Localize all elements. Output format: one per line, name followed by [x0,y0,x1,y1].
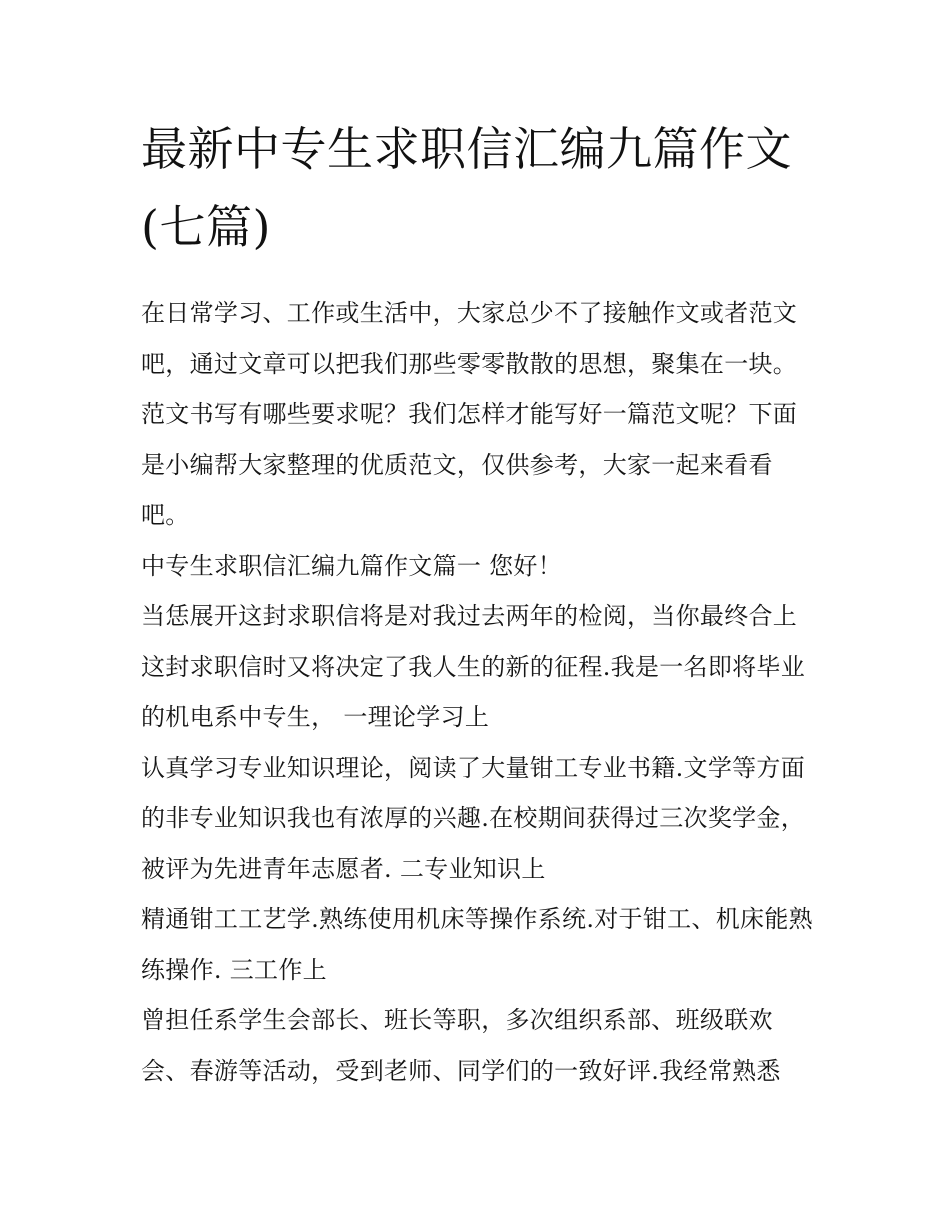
document-body [141,110,821,1096]
body-paragraph: 曾担任系学生会部长、班长等职，多次组织系部、班级联欢会、春游等活动，受到老师、同学们的一致好评.我经常熟悉 [141,1006,781,1085]
intro-paragraph: 在日常学习、工作或生活中，大家总少不了接触作文或者范文吧，通过文章可以把我们那些零零散散的思想，聚集在一块。范文书写有哪些要求呢？我们怎样才能写好一篇范文呢？下面是小编帮大家整理的优质范文，仅供参考，大家一起来看看吧。 [141,299,798,529]
body-paragraph: 精通钳工工艺学.熟练使用机床等操作系统.对于钳工、机床能熟练操作. 三工作上 [141,905,813,984]
body-paragraph: 认真学习专业知识理论，阅读了大量钳工专业书籍.文学等方面的非专业知识我也有浓厚的兴趣.在校期间获得过三次奖学金，被评为先进青年志愿者. 二专业知识上 [141,753,806,883]
section-heading-paragraph: 中专生求职信汇编九篇作文篇一 您好！ [141,551,563,580]
document-title: 最新中专生求职信汇编九篇作文(七篇) [141,122,792,254]
body-paragraph: 当恁展开这封求职信将是对我过去两年的检阅，当你最终合上这封求职信时又将决定了我人生的新的征程.我是一名即将毕业的机电系中专生， 一理论学习上 [141,602,806,731]
